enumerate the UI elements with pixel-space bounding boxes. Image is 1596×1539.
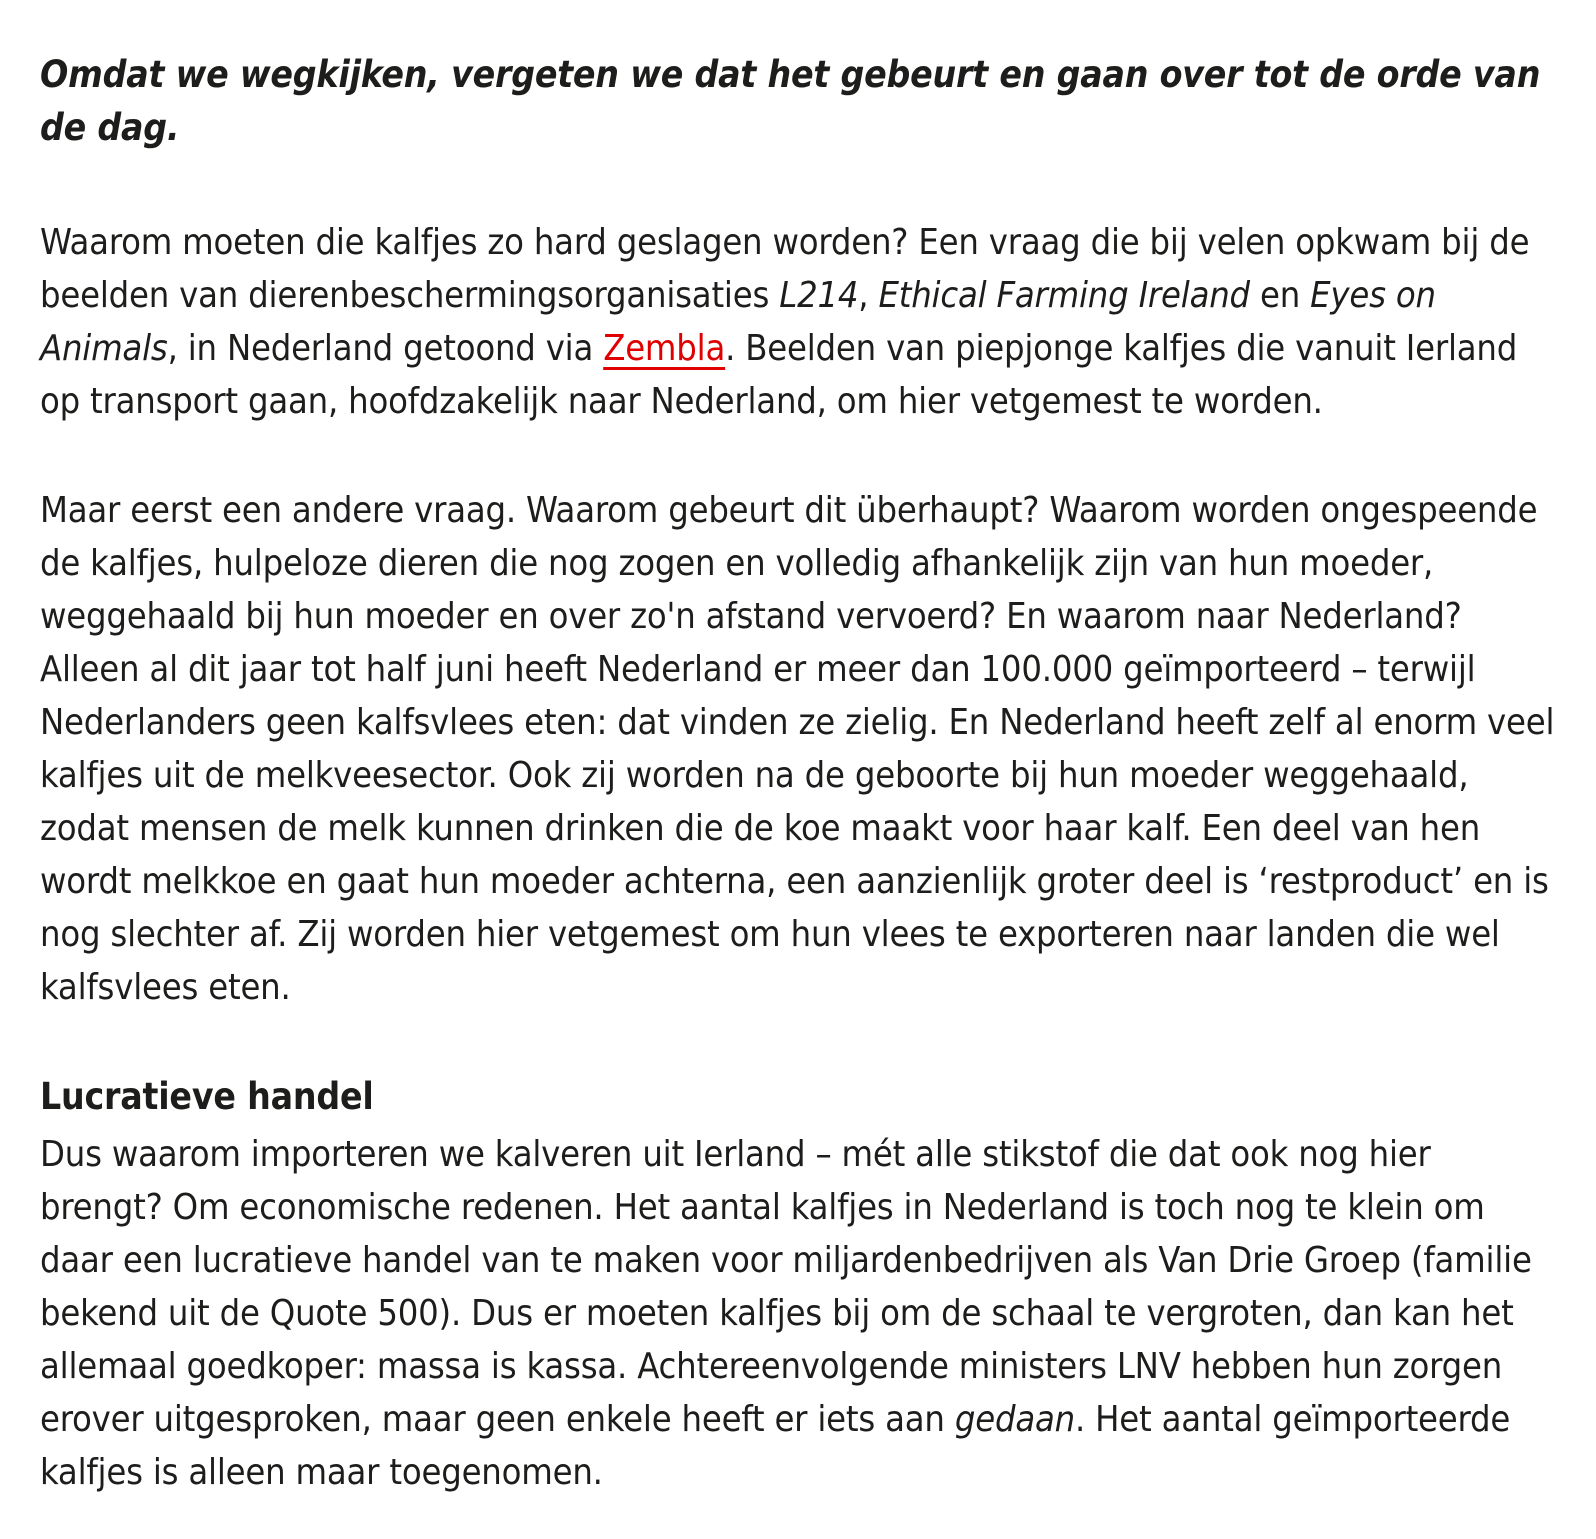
text-segment: . Het aantal geïmporteerde kalfjes is alleen maar toegenomen.	[40, 1399, 1511, 1493]
text-segment: en	[1249, 275, 1311, 316]
article-body	[40, 48, 1556, 1499]
text-segment: L214	[779, 275, 859, 316]
article-intro: Omdat we wegkijken, vergeten we dat het gebeurt en gaan over tot de orde van de dag.	[40, 53, 1541, 149]
text-segment: . Beelden van piepjonge kalfjes die vanuit Ierland op transport gaan, hoofdzakelijk naar Nederland, om hier vetgemest te worden.	[40, 328, 1518, 422]
paragraph-1	[40, 216, 1556, 428]
paragraph-2: Maar eerst een andere vraag. Waarom gebeurt dit überhaupt? Waarom worden ongespeende de kalfjes, hulpeloze dieren die nog zogen en volledig afhankelijk zijn van hun moeder, weggehaald bij hun moeder en over zo'n afstand vervoerd? En waarom naar Nederland? Alleen al dit jaar tot half juni heeft Nederland er meer dan 100.000 geïmporteerd – terwijl Nederlanders geen kalfsvlees eten: dat vinden ze zielig. En Nederland heeft zelf al enorm veel kalfjes uit de melkveesector. Ook zij worden na de geboorte bij hun moeder weggehaald, zodat mensen de melk kunnen drinken die de koe maakt voor haar kalf. Een deel van hen wordt melkkoe en gaat hun moeder achterna, een aanzienlijk groter deel is ‘restproduct’ en is nog slechter af. Zij worden hier vetgemest om hun vlees te exporteren naar landen die wel kalfsvlees eten.	[40, 490, 1555, 1008]
text-segment: , in Nederland getoond via	[167, 328, 604, 369]
text-segment: Waarom moeten die kalfjes zo hard geslagen worden? Een vraag die bij velen opkwam bij de beelden van dierenbeschermingsorganisaties	[40, 222, 1530, 316]
paragraph-3	[40, 1128, 1556, 1499]
text-segment: Eyes on Animals	[40, 275, 1436, 369]
text-segment: Dus waarom importeren we kalveren uit Ierland – mét alle stikstof die dat ook nog hier brengt? Om economische redenen. Het aantal kalfjes in Nederland is toch nog te klein om daar een lucratieve handel van te maken voor miljardenbedrijven als Van Drie Groep (familie bekend uit de Quote 500). Dus er moeten kalfjes bij om de schaal te vergroten, dan kan het allemaal goedkoper: massa is kassa. Achtereenvolgende ministers LNV hebben hun zorgen erover uitgesproken, maar geen enkele heeft er iets aan	[40, 1134, 1532, 1440]
zembla-link[interactable]: Zembla	[603, 328, 726, 369]
text-segment: Ethical Farming Ireland	[878, 275, 1250, 316]
text-segment: gedaan	[954, 1399, 1075, 1440]
section-heading-lucratieve-handel: Lucratieve handel	[40, 1075, 374, 1118]
text-segment: ,	[858, 275, 879, 316]
